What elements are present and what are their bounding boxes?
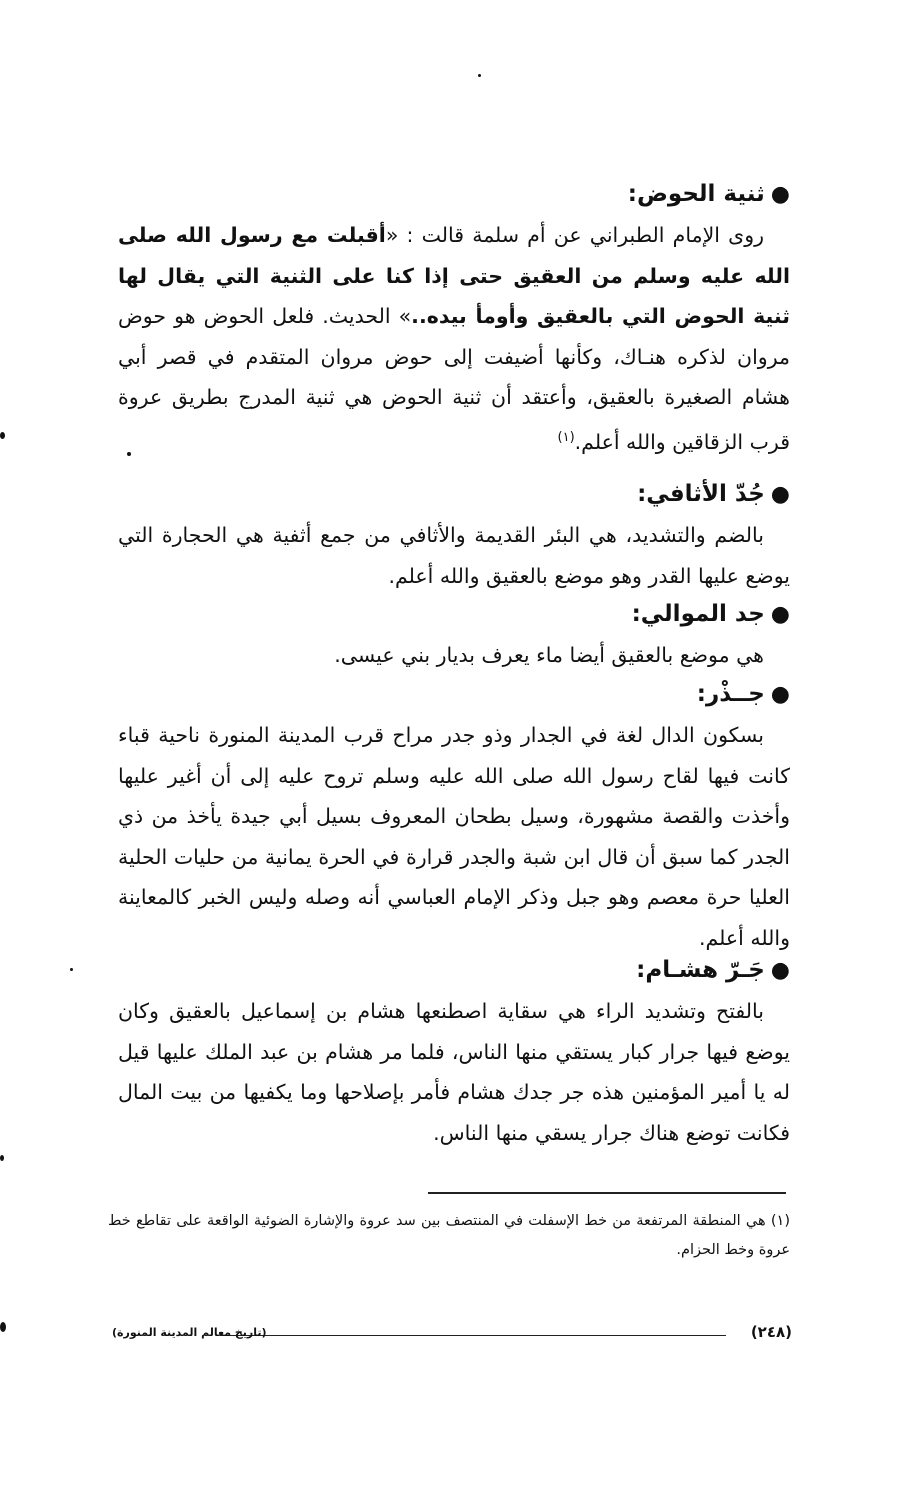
entry-paragraph: بالضم والتشديد، هي البئر القديمة والأثافي من جمع أثفية هي الحجارة التي يوضع عليها القدر وهو موضع بالعقيق والله أعلم.	[118, 523, 790, 588]
bullet-icon: ●	[770, 682, 790, 707]
book-title: (تاريخ معالم المدينة المنورة)	[112, 1326, 267, 1339]
page-footer	[112, 1323, 792, 1347]
scan-speck	[0, 432, 5, 439]
entry-paragraph: هي موضع بالعقيق أيضا ماء يعرف بديار بني عيسى.	[334, 643, 764, 667]
entry-paragraph: بسكون الدال لغة في الجدار وذو جدر مراح قرب المدينة المنورة ناحية قباء كانت فيها لقاح رسول الله صلى الله عليه وسلم تروح عليه إلى أن أغير عليها وأخذت والقصة مشهورة، وسيل بطحان المعروف بسيل أبي جيدة يأخذ من ذي الجدر كما سبق أن قال ابن شبة والجدر قرارة في الحرة يمانية من حليات الحلية العليا حرة معصم وهو جبل وذكر الإمام العباسي أنه وصله وليس الخبر كالمعاينة والله أعلم.	[118, 723, 790, 950]
entry-heading: ●جد الموالي:	[631, 601, 790, 627]
scan-speck	[127, 452, 131, 456]
scan-speck	[0, 1322, 6, 1332]
entry-heading: ●ثنية الحوض:	[627, 181, 790, 207]
bullet-icon: ●	[770, 602, 790, 627]
entry-jarr-hisham	[118, 950, 790, 1153]
footnote: (١) هي المنطقة المرتفعة من خط الإسفلت في المنتصف بين سد عروة والإشارة الضوئية الواقعة على تقاطع خط عروة وخط الحزام.	[108, 1213, 790, 1258]
entry-paragraph: بالفتح وتشديد الراء هي سقاية اصطنعها هشام بن إسماعيل بالعقيق وكان يوضع فيها جرار كبار يستقي منها الناس، فلما مر هشام بن عبد الملك عليها قيل له يا أمير المؤمنين هذه جر جدك هشام فأمر بإصلاحها وما يكفيها من بيت المال فكانت توضع هناك جرار يسقي منها الناس.	[118, 999, 790, 1145]
footer-rule	[220, 1335, 726, 1336]
page-number: (٢٤٨)	[750, 1323, 792, 1341]
entry-paragraph: روى الإمام الطبراني عن أم سلمة قالت : «أقبلت مع رسول الله صلى الله عليه وسلم من العقيق حتى إذا كنا على الثنية التي يقال لها ثنية الحوض التي بالعقيق وأومأ بيده..» الحديث. فلعل الحوض هو حوض مروان لذكره هنـاك، وكأنها أضيفت إلى حوض مروان المتقدم في قصر أبي هشام الصغيرة بالعقيق، وأعتقد أن ثنية الحوض هي ثنية المدرج بطريق عروة قرب الزقاقين والله أعلم.$^{(١)}$	[118, 223, 790, 454]
footnote-separator	[428, 1192, 786, 1194]
entry-thaniyat-al-hawd	[118, 174, 790, 462]
bullet-icon: ●	[770, 182, 790, 207]
bullet-icon: ●	[770, 482, 790, 507]
entry-heading: ●جــذْر:	[696, 681, 790, 707]
entry-heading: ●جُدّ الأثافي:	[637, 481, 790, 507]
entry-judd-al-mawali	[118, 594, 790, 676]
scan-speck	[478, 74, 481, 77]
scan-speck	[0, 1155, 4, 1161]
scan-speck	[70, 968, 73, 971]
entry-judd-al-athafi	[118, 474, 790, 596]
bullet-icon: ●	[770, 958, 790, 983]
entry-jadhr	[118, 674, 790, 958]
entry-heading: ●جَـرّ هشـام:	[636, 957, 790, 983]
